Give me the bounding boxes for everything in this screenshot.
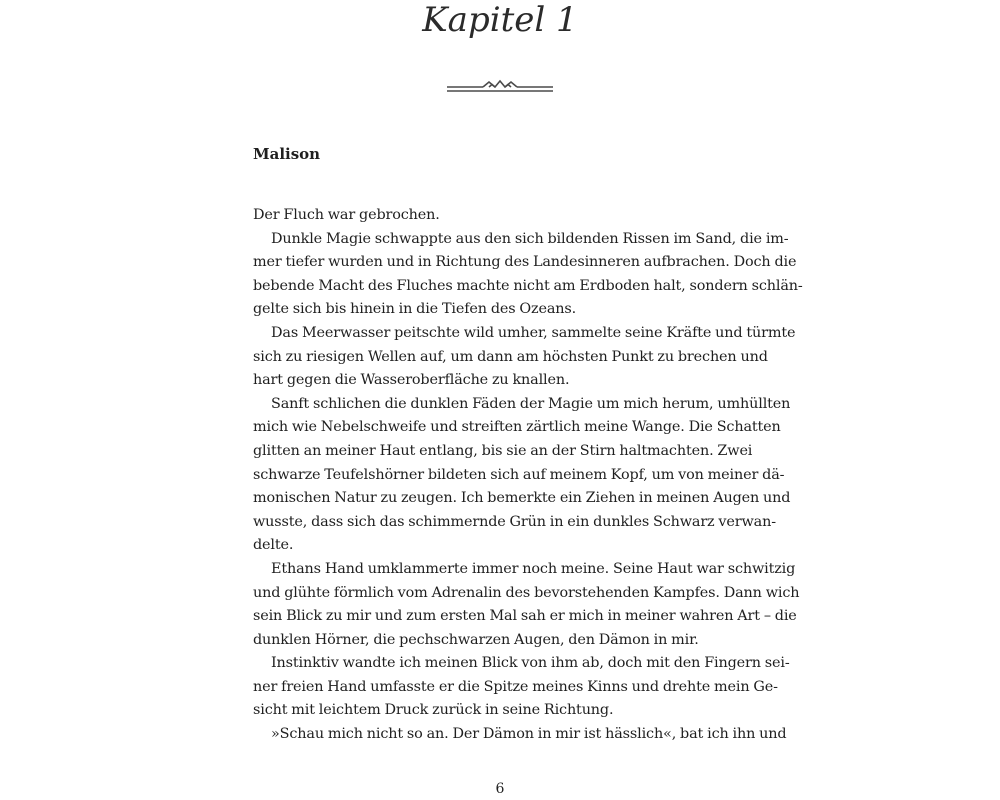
text-line: Instinktiv wandte ich meinen Blick von ihm ab, doch mit den Fingern sei- [271,655,790,672]
section-heading: Malison [253,145,321,163]
text-line: dunklen Hörner, die pechschwarzen Augen, den Dämon in mir. [253,631,699,648]
text-line: hart gegen die Wasseroberfläche zu knallen. [253,372,570,389]
text-line: wusste, dass sich das schimmernde Grün in ein dunkles Schwarz verwan- [253,513,776,530]
chapter-title: Kapitel 1 [422,0,578,40]
text-line: delte. [253,537,294,554]
text-line: »Schau mich nicht so an. Der Dämon in mir ist hässlich«, bat ich ihn und [271,726,787,743]
text-line: sein Blick zu mir und zum ersten Mal sah er mich in meiner wahren Art – die [253,608,797,625]
text-line: mich wie Nebelschweife und streiften zärtlich meine Wange. Die Schatten [253,419,781,436]
text-line: ner freien Hand umfasste er die Spitze meines Kinns und drehte mein Ge- [253,678,778,695]
body-text [253,204,803,747]
text-line: schwarze Teufelshörner bildeten sich auf meinem Kopf, um von meiner dä- [253,466,785,483]
text-line: bebende Macht des Fluches machte nicht am Erdboden halt, sondern schlän- [253,277,803,294]
text-line: monischen Natur zu zeugen. Ich bemerkte ein Ziehen in meinen Augen und [253,490,791,507]
text-line: mer tiefer wurden und in Richtung des Landesinneren aufbrachen. Doch die [253,254,797,271]
text-line: glitten an meiner Haut entlang, bis sie an der Stirn haltmachten. Zwei [253,442,753,459]
page-number: 6 [495,781,505,797]
text-line: gelte sich bis hinein in die Tiefen des Ozeans. [253,301,577,318]
text-line: Das Meerwasser peitschte wild umher, sammelte seine Kräfte und türmte [271,324,796,341]
ornamental-divider-icon [445,78,555,96]
text-line: Ethans Hand umklammerte immer noch meine. Seine Haut war schwitzig [271,560,796,577]
text-line: sich zu riesigen Wellen auf, um dann am höchsten Punkt zu brechen und [253,348,768,365]
text-line: sicht mit leichtem Druck zurück in seine Richtung. [253,702,614,719]
text-line: und glühte förmlich vom Adrenalin des bevorstehenden Kampfes. Dann wich [253,584,800,601]
text-line: Sanft schlichen die dunklen Fäden der Magie um mich herum, umhüllten [271,395,791,412]
text-line: Dunkle Magie schwappte aus den sich bildenden Rissen im Sand, die im- [271,230,789,247]
text-line: Der Fluch war gebrochen. [253,207,440,223]
